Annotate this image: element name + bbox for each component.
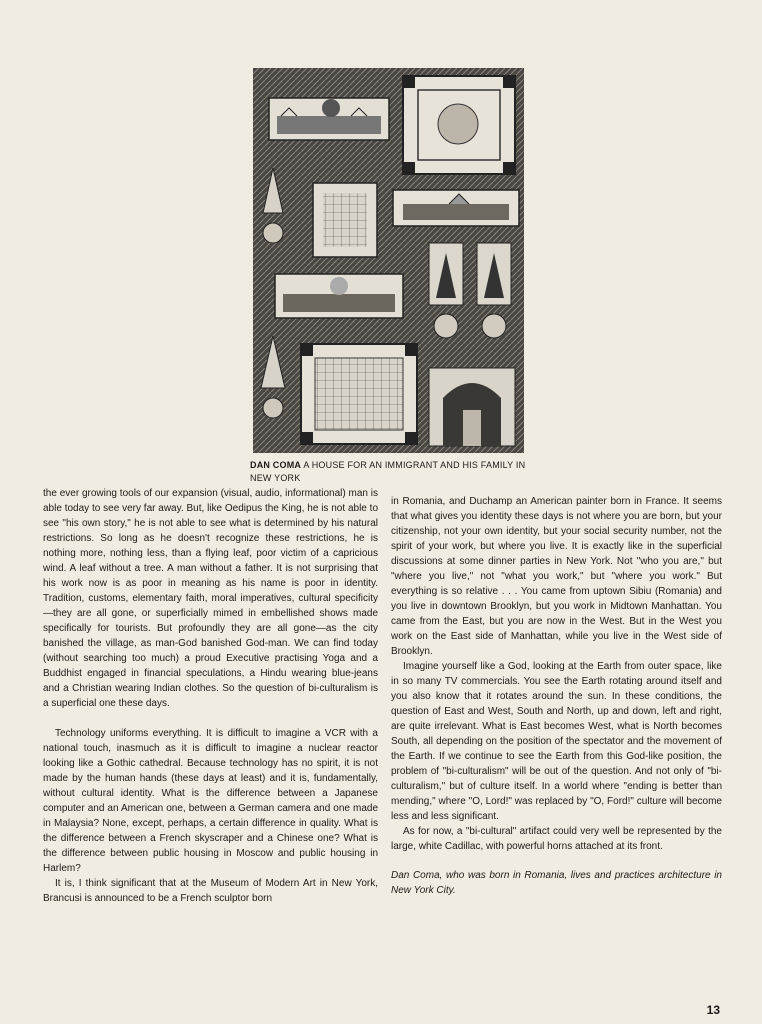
figure-caption bbox=[250, 459, 540, 485]
paragraph: It is, I think significant that at the Museum of Modern Art in New York, Brancusi is announced to be a French sculptor born bbox=[43, 878, 378, 904]
page-number: 13 bbox=[706, 1003, 720, 1017]
elevation-drawing-right bbox=[393, 190, 519, 226]
floor-plan-bottom bbox=[301, 344, 417, 444]
paragraph: the ever growing tools of our expansion (visual, audio, informational) man is able today to see very far away. But, like Oedipus the King, he is not able to see "his own story," he is not able to see what is determined by his natural restrictions. So long as he doesn't recognize these restrictions, he is nothing more, nothing less, than a flying leaf, poor victim of a capricious wind. A leaf without a tree. A man without a father. It is not surprising that his work now is as poor in meaning as his name is poor in identity. Tradition, customs, elementary faith, moral imperatives, cultural specificity—they are all gone, or superficially mimed in embellished shows made specifically for tourists. But profoundly they are all gone—as the city banished the village, as man-God banished God-man. We can find today (without searching too much) a proud Executive practising Yoga and a Buddhist engaged in financial speculations, a Hindu wearing blue-jeans and a Christian wearing Indian clothes. So the question of bi-culturalism is a superficial one these days. bbox=[43, 488, 378, 709]
caption-author: DAN COMA bbox=[250, 460, 302, 470]
paragraph: Technology uniforms everything. It is difficult to imagine a VCR with a national touch, inasmuch as it is difficult to imagine a nuclear reactor looking like a Gothic cathedral. Because technology has no spirit, it is not made by the human hands (these days at least) and it is, fundamentally, without cultural identity. What is the difference between a Japanese computer and an American one, between a German camera and one made in Malaysia? None, except, perhaps, a certain difference in quality. What is the difference between a French skyscraper and a Chinese one? What is the difference between public housing in Moscow and public housing in Harlem? bbox=[43, 728, 378, 874]
elevation-drawing-top-left bbox=[269, 98, 389, 140]
paragraph: Imagine yourself like a God, looking at the Earth from outer space, like in so many TV commercials. You see the Earth rotating around itself and you also know that it rotates around the sun. In these conditions, the question of East and West, South and North, up and down, left and right, are quite irrelevant. What is East becomes West, what is North becomes South, all depending on the position of the spectator and the movement of the Earth. If we continue to see the Earth from this God-like position, the problem of "bi-culturalism" will be out of the question. And not only of "bi-culturalism," but of culture itself. In a world where "ending is better than mending," where "O, Lord!" was replaced by "O, Ford!" culture will become less and less significant. bbox=[391, 661, 722, 822]
text-column-right bbox=[391, 494, 722, 898]
drawing-collage-svg bbox=[253, 68, 524, 453]
architectural-drawing-collage bbox=[253, 68, 524, 453]
floor-plan-top-right bbox=[403, 76, 515, 174]
paragraph: in Romania, and Duchamp an American painter born in France. It seems that what gives you identity these days is not where you are born, but your citizenship, not your own identity, but your social security number, not the spirit of your work, but where you live. It is exactly like in the superficial discussions at some dinner parties in New York. Not "who you are," but "where you live," not "what you work," but "where you work." But everything is so relative . . . You came from uptown Sibiu (Romania) and you live in downtown Brooklyn, but you work in Midtown Manhattan. You came from the East, but you are now in the West. But in the West you work on the East side of Manhattan, while you live in the West side of Brooklyn. bbox=[391, 496, 722, 657]
elevation-drawing-middle bbox=[275, 274, 403, 318]
caption-title: A HOUSE FOR AN IMMIGRANT AND HIS FAMILY IN NEW YORK bbox=[250, 460, 526, 483]
text-column-left bbox=[43, 486, 378, 906]
interior-perspective-drawing bbox=[313, 183, 377, 257]
arch-perspective-drawing bbox=[429, 368, 515, 446]
author-bio: Dan Coma, who was born in Romania, lives and practices architecture in New York City. bbox=[391, 870, 722, 896]
paragraph: As for now, a "bi-cultural" artifact could very well be represented by the large, white Cadillac, with powerful horns attached at its front. bbox=[391, 826, 722, 852]
